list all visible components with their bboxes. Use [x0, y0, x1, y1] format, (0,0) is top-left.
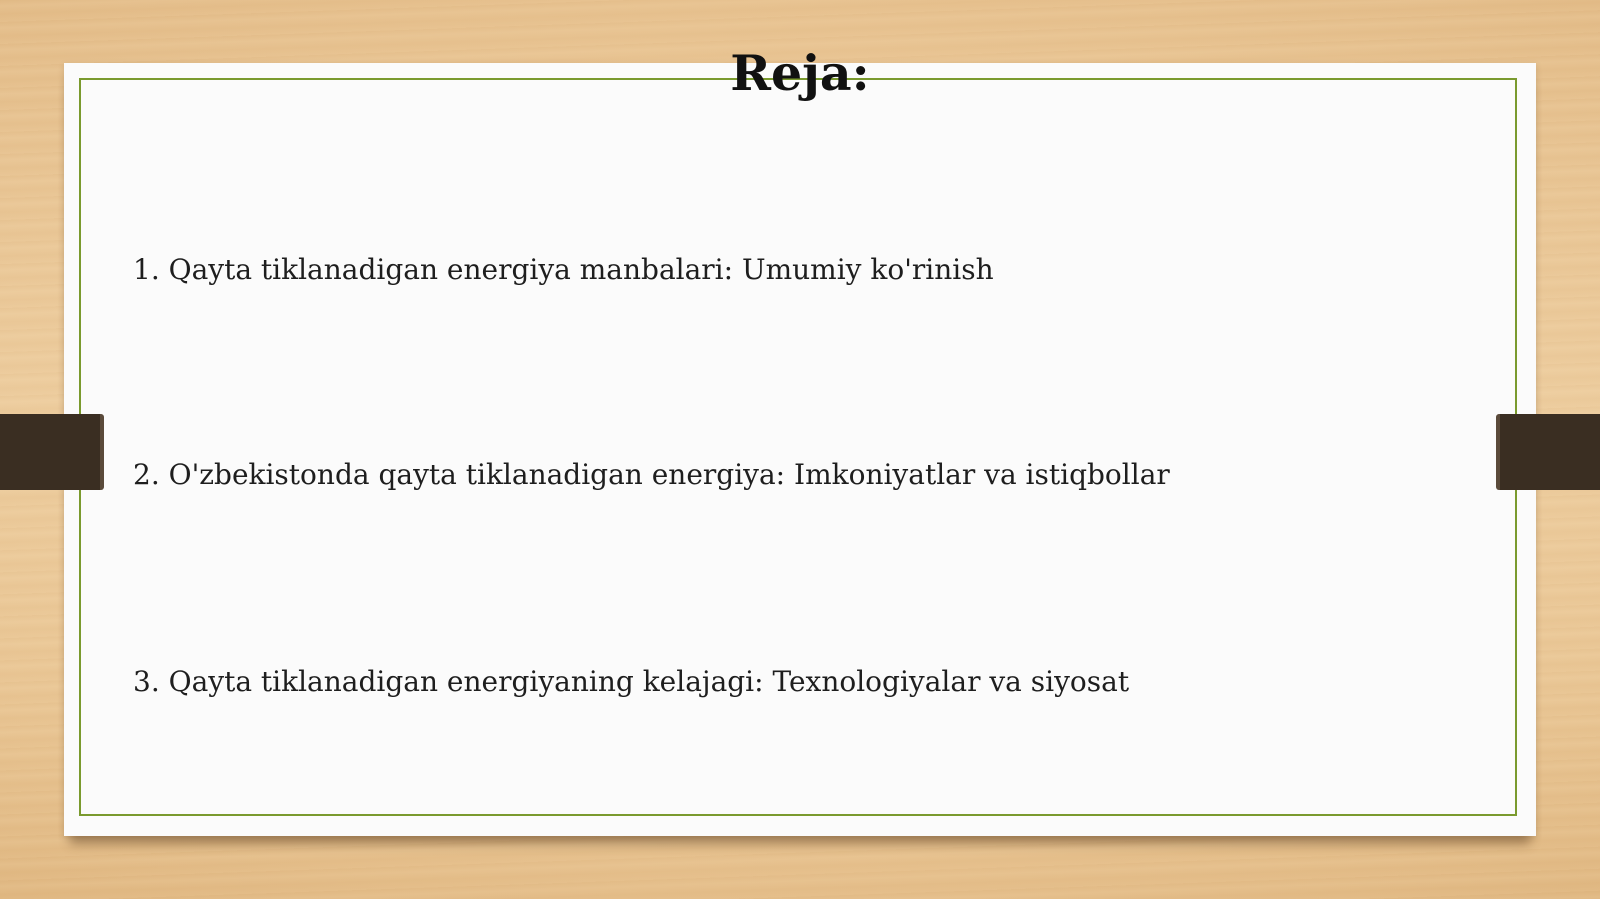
plan-item-3: 3. Qayta tiklanadigan energiyaning kelajagi: Texnologiyalar va siyosat	[133, 665, 1130, 698]
plan-item-1: 1. Qayta tiklanadigan energiya manbalari: Umumiy ko'rinish	[133, 253, 994, 286]
slide-card	[64, 63, 1536, 836]
slide-inner-frame	[79, 78, 1517, 816]
right-binder-clip	[1496, 414, 1600, 490]
slide-title: Reja:	[730, 44, 870, 102]
left-binder-clip	[0, 414, 104, 490]
plan-item-2: 2. O'zbekistonda qayta tiklanadigan energiya: Imkoniyatlar va istiqbollar	[133, 458, 1170, 491]
